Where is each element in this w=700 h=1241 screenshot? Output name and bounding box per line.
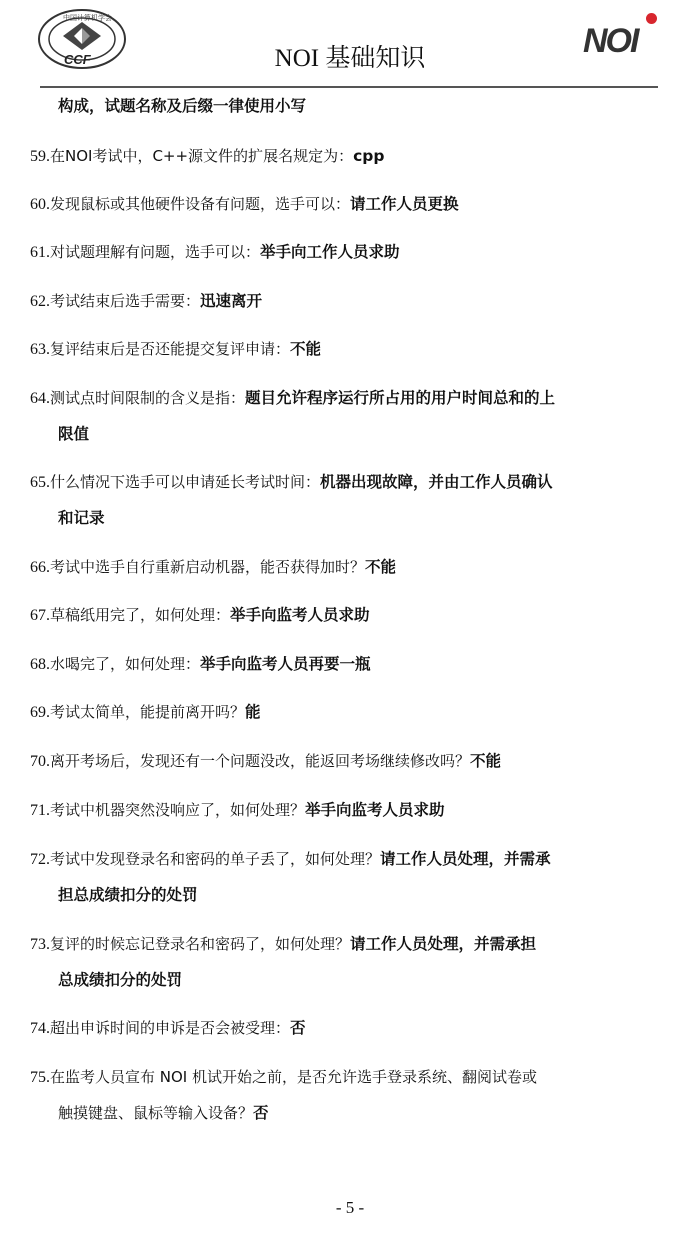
page-title: NOI 基础知识	[274, 45, 426, 72]
page-number: - 5 -	[335, 1198, 365, 1217]
qa-item-61: 61.对试题理解有问题，选手可以：举手向工作人员求助	[30, 243, 400, 261]
carryover-answer: 构成，试题名称及后缀一律使用小写	[58, 97, 307, 115]
qa-item-71: 71.考试中机器突然没响应了，如何处理？举手向监考人员求助	[30, 801, 445, 819]
page-header	[0, 0, 700, 92]
qa-item-72-continued: 担总成绩扣分的处罚	[58, 886, 198, 904]
qa-item-73: 73.复评的时候忘记登录名和密码了，如何处理？请工作人员处理，并需承担	[30, 935, 537, 953]
qa-item-68: 68.水喝完了，如何处理：举手向监考人员再要一瓶	[30, 655, 371, 673]
qa-item-75-continued: 触摸键盘、鼠标等输入设备？否	[58, 1104, 269, 1122]
ccf-logo-text: CCF	[64, 52, 91, 67]
qa-item-69: 69.考试太简单，能提前离开吗？能	[30, 703, 261, 721]
qa-item-60: 60.发现鼠标或其他硬件设备有问题，选手可以：请工作人员更换	[30, 195, 459, 213]
qa-item-62: 62.考试结束后选手需要：迅速离开	[30, 292, 263, 310]
qa-item-73-continued: 总成绩扣分的处罚	[58, 971, 183, 989]
qa-item-63: 63.复评结束后是否还能提交复评申请：不能	[30, 340, 322, 358]
qa-item-72: 72.考试中发现登录名和密码的单子丢了，如何处理？请工作人员处理，并需承	[30, 850, 551, 868]
qa-item-65: 65.什么情况下选手可以申请延长考试时间：机器出现故障，并由工作人员确认	[30, 473, 553, 491]
qa-item-59: 59.在NOI考试中，C++源文件的扩展名规定为：cpp	[30, 147, 385, 165]
qa-item-75: 75.在监考人员宣布 NOI 机试开始之前，是否允许选手登录系统、翻阅试卷或	[30, 1068, 537, 1086]
qa-item-65-continued: 和记录	[58, 509, 105, 527]
noi-logo: NOI	[583, 22, 638, 60]
qa-item-70: 70.离开考场后，发现还有一个问题没改，能返回考场继续修改吗？不能	[30, 752, 502, 770]
qa-item-66: 66.考试中选手自行重新启动机器，能否获得加时？不能	[30, 558, 397, 576]
svg-text:中国计算机学会: 中国计算机学会	[63, 14, 112, 22]
noi-logo-dot-icon	[646, 13, 657, 24]
qa-item-64: 64.测试点时间限制的含义是指：题目允许程序运行所占用的用户时间总和的上	[30, 389, 556, 407]
qa-item-74: 74.超出申诉时间的申诉是否会被受理：否	[30, 1019, 306, 1037]
qa-item-64-continued: 限值	[58, 425, 90, 443]
qa-item-67: 67.草稿纸用完了，如何处理：举手向监考人员求助	[30, 606, 370, 624]
header-divider	[40, 86, 658, 88]
